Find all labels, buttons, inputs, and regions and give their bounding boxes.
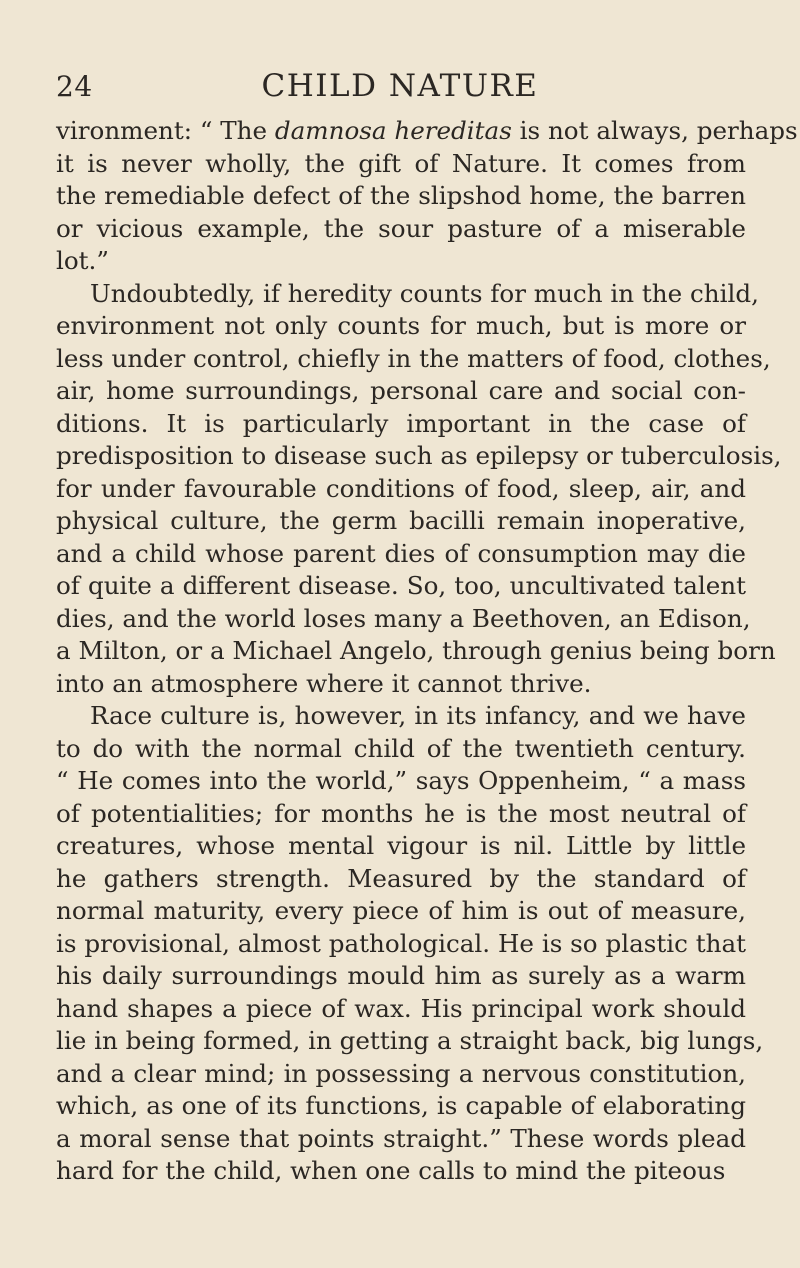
- text-line-12: for under favourable conditions of food, sleep, air, and: [56, 473, 746, 503]
- text-line-5: lot.”: [56, 246, 109, 275]
- text-line-23: creatures, whose mental vigour is nil. Little by little: [56, 831, 746, 860]
- text-line-31: which, as one of its functions, is capable of elaborating: [56, 1091, 746, 1120]
- text-line-29: lie in being formed, in getting a straight back, big lungs,: [56, 1026, 764, 1055]
- text-line-9: air, home surroundings, personal care and social con-: [56, 376, 746, 405]
- text-line-7: environment not only counts for much, but is more or: [56, 311, 746, 340]
- text-line-13: physical culture, the germ bacilli remain inoperative,: [56, 506, 746, 535]
- text-line-16: dies, and the world loses many a Beethoven, an Edison,: [56, 603, 751, 633]
- text-line-30: and a clear mind; in possessing a nervous constitution,: [56, 1058, 746, 1088]
- text-line-11: predisposition to disease such as epilepsy or tuberculosis,: [56, 441, 782, 470]
- text-line-20: to do with the normal child of the twentieth century.: [56, 733, 746, 763]
- text-line-15: of quite a different disease. So, too, uncultivated talent: [56, 571, 746, 600]
- body-text: [56, 115, 798, 1188]
- text-line-18: into an atmosphere where it cannot thrive.: [56, 668, 592, 698]
- text-line-1-after-italic: is not always, perhaps: [511, 116, 798, 145]
- text-line-28: hand shapes a piece of wax. His principal work should: [56, 993, 746, 1023]
- text-line-25: normal maturity, every piece of him is out of measure,: [56, 896, 746, 925]
- text-line-4: or vicious example, the sour pasture of a miserable: [56, 213, 746, 243]
- running-head: CHILD NATURE: [261, 68, 539, 104]
- text-line-14: and a child whose parent dies of consumption may die: [56, 538, 746, 568]
- text-line-32: a moral sense that points straight.” These words plead: [56, 1123, 746, 1153]
- text-line-33: hard for the child, when one calls to mind the piteous: [56, 1156, 726, 1185]
- text-line-3: the remediable defect of the slipshod home, the barren: [56, 181, 746, 210]
- text-line-26: is provisional, almost pathological. He is so plastic that: [56, 928, 746, 958]
- latin-phrase: damnosa hereditas: [274, 116, 512, 145]
- text-line-10: ditions. It is particularly important in the case of: [56, 408, 746, 438]
- text-line-17: a Milton, or a Michael Angelo, through genius being born: [56, 636, 776, 665]
- page-header: [56, 66, 744, 106]
- text-line-21: “ He comes into the world,” says Oppenheim, “ a mass: [56, 766, 746, 795]
- text-line-19: Race culture is, however, in its infancy, and we have: [90, 701, 746, 730]
- text-line-6: Undoubtedly, if heredity counts for much in the child,: [90, 278, 759, 308]
- page-number: 24: [56, 70, 93, 103]
- text-line-24: he gathers strength. Measured by the standard of: [56, 863, 746, 893]
- text-line-8: less under control, chiefly in the matters of food, clothes,: [56, 343, 771, 373]
- text-line-1: [56, 115, 798, 148]
- text-line-2: it is never wholly, the gift of Nature. It comes from: [56, 148, 746, 178]
- text-line-1-before-italic: vironment: “ The: [56, 116, 275, 145]
- text-line-22: of potentialities; for months he is the most neutral of: [56, 798, 746, 828]
- text-line-27: his daily surroundings mould him as surely as a warm: [56, 961, 746, 990]
